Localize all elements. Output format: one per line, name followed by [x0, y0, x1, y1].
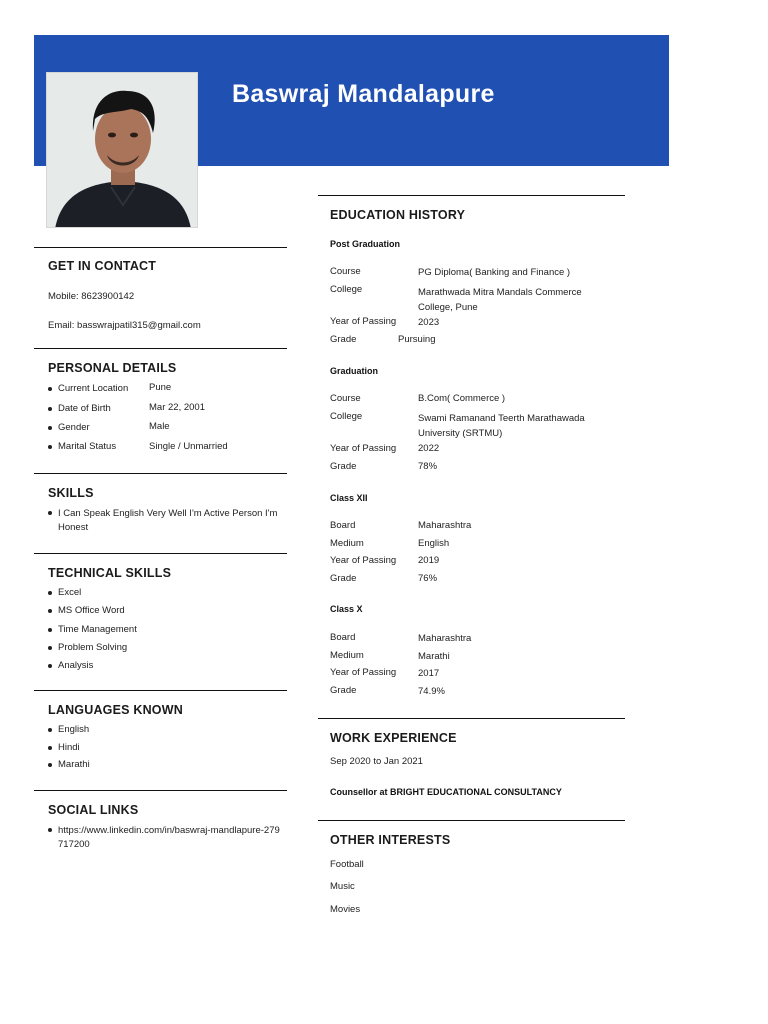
divider [318, 195, 625, 196]
language-item: Marathi [58, 759, 90, 770]
divider [34, 690, 287, 691]
work-role: Counsellor at BRIGHT EDUCATIONAL CONSULTANCY [330, 787, 562, 797]
technical-item: Excel [58, 587, 82, 598]
edu-label: Medium [330, 538, 364, 549]
language-item: Hindi [58, 742, 80, 753]
edu-value: Marathwada Mitra Mandals Commerce College, Pune [418, 287, 582, 313]
edu-label: Grade [330, 685, 357, 696]
edu-value: PG Diploma( Banking and Finance ) [418, 267, 571, 278]
personal-value: Male [149, 421, 170, 432]
education-title: EDUCATION HISTORY [330, 208, 466, 222]
edu-label: Year of Passing [330, 443, 397, 454]
interest-item: Movies [330, 904, 361, 915]
edu-value: 2017 [418, 668, 440, 679]
interest-item: Music [330, 881, 355, 892]
person-portrait-icon [47, 73, 198, 228]
social-title: SOCIAL LINKS [48, 803, 139, 817]
edu-value: Maharashtra [418, 633, 472, 644]
interests-title: OTHER INTERESTS [330, 833, 451, 847]
profile-photo [46, 72, 198, 228]
edu-value: Marathi [418, 651, 450, 662]
divider [34, 790, 287, 791]
edu-label: Board [330, 520, 356, 531]
xii-heading: Class XII [330, 493, 368, 503]
edu-label: Medium [330, 650, 364, 661]
edu-value: 2019 [418, 555, 440, 566]
divider [318, 718, 625, 719]
email-text: Email: basswrajpatil315@gmail.com [48, 320, 201, 331]
edu-value: 76% [418, 573, 438, 584]
divider [318, 820, 625, 821]
technical-item: Time Management [58, 624, 137, 635]
divider [34, 553, 287, 554]
edu-value: 74.9% [418, 686, 445, 697]
edu-value: 2023 [418, 317, 440, 328]
personal-label: Current Location [58, 383, 129, 394]
edu-value: Swami Ramanand Teerth Marathawada University (SRTMU) [418, 413, 585, 439]
edu-value: B.Com( Commerce ) [418, 393, 506, 404]
contact-title: GET IN CONTACT [48, 259, 157, 273]
personal-label: Marital Status [58, 441, 117, 452]
edu-label: College [330, 284, 363, 295]
technical-item: MS Office Word [58, 605, 125, 616]
divider [34, 348, 287, 349]
divider [34, 473, 287, 474]
edu-value: 78% [418, 461, 438, 472]
technical-title: TECHNICAL SKILLS [48, 566, 172, 580]
personal-value: Pune [149, 382, 172, 393]
skill-item: I Can Speak English Very Well I'm Active Person I'm Honest [58, 507, 283, 535]
candidate-name: Baswraj Mandalapure [232, 80, 495, 108]
technical-item: Analysis [58, 660, 94, 671]
pg-heading: Post Graduation [330, 239, 401, 249]
grad-heading: Graduation [330, 366, 379, 376]
edu-label: Year of Passing [330, 667, 397, 678]
language-item: English [58, 724, 90, 735]
skills-title: SKILLS [48, 486, 94, 500]
edu-value: Pursuing [398, 334, 436, 345]
technical-item: Problem Solving [58, 642, 128, 653]
mobile-text: Mobile: 8623900142 [48, 291, 135, 302]
x-heading: Class X [330, 604, 363, 614]
personal-label: Date of Birth [58, 403, 111, 414]
personal-value: Single / Unmarried [149, 441, 228, 452]
edu-value: English [418, 538, 450, 549]
edu-value: 2022 [418, 443, 440, 454]
edu-label: College [330, 411, 363, 422]
edu-label: Year of Passing [330, 316, 397, 327]
edu-label: Grade [330, 334, 357, 345]
work-title: WORK EXPERIENCE [330, 731, 457, 745]
divider [34, 247, 287, 248]
edu-label: Course [330, 266, 361, 277]
edu-label: Grade [330, 573, 357, 584]
edu-label: Board [330, 632, 356, 643]
edu-label: Course [330, 393, 361, 404]
personal-label: Gender [58, 422, 90, 433]
edu-label: Year of Passing [330, 555, 397, 566]
interest-item: Football [330, 859, 364, 870]
languages-title: LANGUAGES KNOWN [48, 703, 183, 717]
edu-value: Maharashtra [418, 520, 472, 531]
personal-title: PERSONAL DETAILS [48, 361, 177, 375]
personal-value: Mar 22, 2001 [149, 402, 205, 413]
edu-label: Grade [330, 461, 357, 472]
work-period: Sep 2020 to Jan 2021 [330, 756, 423, 767]
linkedin-link[interactable]: https://www.linkedin.com/in/baswraj-mandlapure-279717200 [58, 824, 283, 852]
